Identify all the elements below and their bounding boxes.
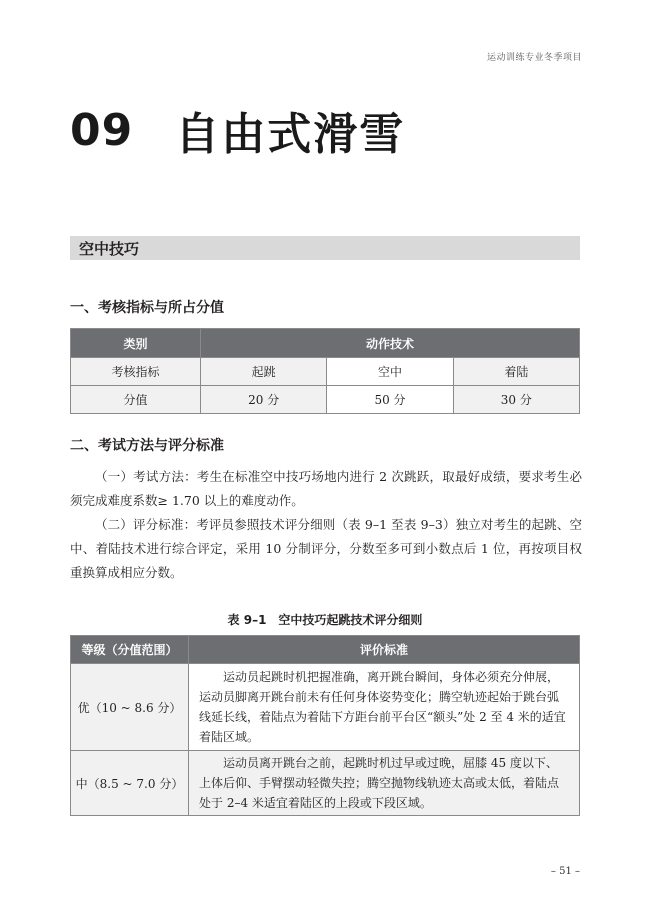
section-title: 空中技巧 bbox=[79, 239, 140, 258]
section-bar bbox=[70, 236, 580, 260]
table-cell: 分值 bbox=[71, 386, 201, 414]
chapter-heading bbox=[70, 100, 405, 160]
table-cell: 考核指标 bbox=[71, 358, 201, 386]
table-cell: 着陆 bbox=[453, 358, 579, 386]
paragraph: （二）评分标准：考评员参照技术评分细则（表 9–1 至表 9–3）独立对考生的起跳、空中、着陆技术进行综合评定，采用 10 分制评分，分数至多可到小数点后 1 位，再按项目权重换算成相应分数。 bbox=[70, 517, 582, 580]
table-row bbox=[71, 358, 580, 386]
header-technique: 动作技术 bbox=[201, 329, 580, 358]
table-cell: 起跳 bbox=[201, 358, 327, 386]
criteria-cell bbox=[189, 751, 580, 816]
takeoff-scoring-table bbox=[70, 635, 580, 816]
table-row bbox=[71, 664, 580, 751]
page-number: – 51 – bbox=[550, 866, 580, 877]
table-cell: 30 分 bbox=[453, 386, 579, 414]
header-criteria: 评价标准 bbox=[189, 636, 580, 664]
criteria-text: 运动员起跳时机把握准确，离开跳台瞬间，身体必须充分伸展，运动员脚离开跳台前未有任何身体姿势变化；腾空轨迹起始于跳台弧线延长线，着陆点为着陆下方距台前平台区“额头”处 2 至 4 米的适宜着陆区域。 bbox=[199, 670, 566, 744]
heading-assessment-indicators: 一、考核指标与所占分值 bbox=[70, 300, 224, 316]
table-header-row bbox=[71, 329, 580, 358]
chapter-title: 自由式滑雪 bbox=[175, 109, 406, 160]
chapter-number: 09 bbox=[70, 104, 134, 156]
grade-cell: 优（10 ~ 8.6 分） bbox=[71, 664, 189, 751]
table-row bbox=[71, 751, 580, 816]
criteria-cell bbox=[189, 664, 580, 751]
table-row bbox=[71, 386, 580, 414]
grade-cell: 中（8.5 ~ 7.0 分） bbox=[71, 751, 189, 816]
table-cell: 20 分 bbox=[201, 386, 327, 414]
body-text bbox=[70, 465, 582, 585]
paragraph: （一）考试方法：考生在标准空中技巧场地内进行 2 次跳跃，取最好成绩，要求考生必须完成难度系数≥ 1.70 以上的难度动作。 bbox=[70, 469, 582, 508]
heading-exam-method: 二、考试方法与评分标准 bbox=[70, 438, 224, 454]
table-header-row bbox=[71, 636, 580, 664]
table-caption: 表 9–1 空中技巧起跳技术评分细则 bbox=[227, 613, 423, 627]
criteria-text: 运动员离开跳台之前，起跳时机过早或过晚，屈膝 45 度以下、上体后仰、手臂摆动轻微失控；腾空抛物线轨迹太高或太低，着陆点处于 2–4 米适宜着陆区的上段或下段区域。 bbox=[199, 756, 560, 810]
table-cell: 空中 bbox=[327, 358, 453, 386]
running-header: 运动训练专业冬季项目 bbox=[486, 53, 582, 63]
score-weight-table bbox=[70, 328, 580, 414]
header-grade: 等级（分值范围） bbox=[71, 636, 189, 664]
table-cell: 50 分 bbox=[327, 386, 453, 414]
header-category: 类别 bbox=[71, 329, 201, 358]
